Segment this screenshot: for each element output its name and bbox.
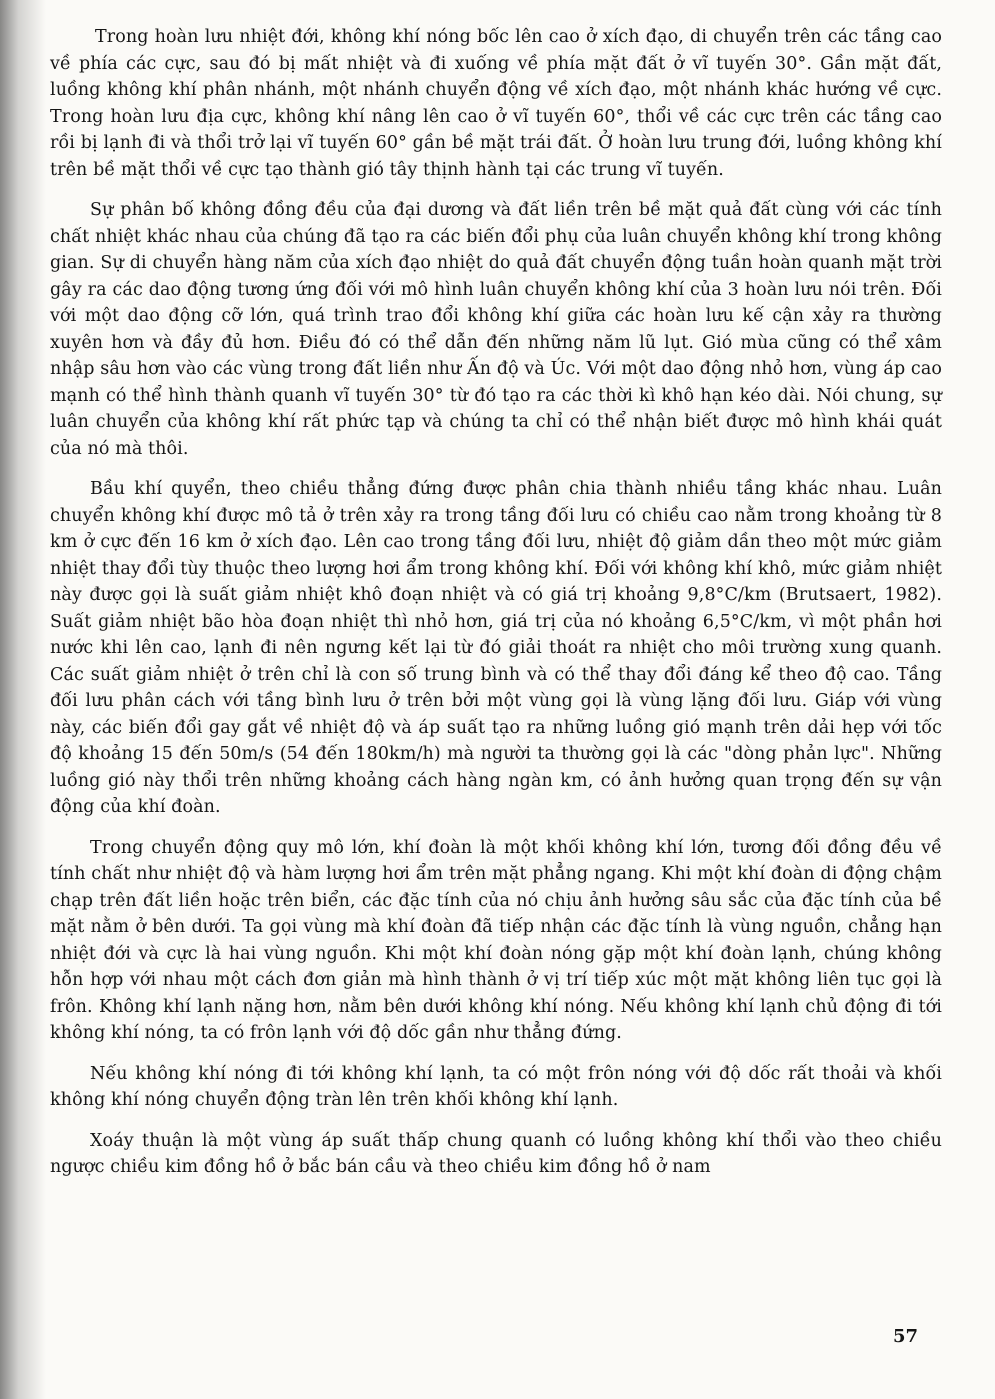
scan-edge-shadow	[0, 0, 46, 1399]
paragraph-warm-front: Nếu không khí nóng đi tới không khí lạnh, ta có một frôn nóng với độ dốc rất thoải và khối không khí nóng chuyển động tràn lên trên khối không khí lạnh.	[50, 1063, 942, 1110]
page-body	[50, 24, 942, 1195]
paragraph-cyclone: Xoáy thuận là một vùng áp suất thấp chung quanh có luồng không khí thổi vào theo chiều ngược chiều kim đồng hồ ở bắc bán cầu và theo chiều kim đồng hồ ở nam	[50, 1130, 942, 1177]
paragraph-tropical-circulation: Trong hoàn lưu nhiệt đới, không khí nóng bốc lên cao ở xích đạo, di chuyển trên các tầng cao về phía các cực, sau đó bị mất nhiệt và đi xuống về phía mặt đất ở vĩ tuyến 30°. Gần mặt đất, luồng không khí phân nhánh, một nhánh chuyển động về xích đạo, một nhánh khác hướng về cực. Trong hoàn lưu địa cực, không khí nâng lên cao ở vĩ tuyến 60°, thổi về các cực trên các tầng cao rồi bị lạnh đi và thổi trở lại vĩ tuyến 60° gần bề mặt trái đất. Ở hoàn lưu trung đới, luồng không khí trên bề mặt thổi về cực tạo thành gió tây thịnh hành tại các trung vĩ tuyến.	[50, 27, 942, 180]
paragraph-air-masses: Trong chuyển động quy mô lớn, khí đoàn là một khối không khí lớn, tương đối đồng đều về tính chất như nhiệt độ và hàm lượng hơi ẩm trên mặt phẳng ngang. Khi một khí đoàn di động chậm chạp trên đất liền hoặc trên biển, các đặc tính của nó chịu ảnh hưởng sâu sắc của đặc tính của bề mặt nằm ở bên dưới. Ta gọi vùng mà khí đoàn đã tiếp nhận các đặc tính là vùng nguồn, chẳng hạn nhiệt đới và cực là hai vùng nguồn. Khi một khí đoàn nóng gặp một khí đoàn lạnh, chúng không hỗn hợp với nhau một cách đơn giản mà hình thành ở vị trí tiếp xúc một mặt không liên tục gọi là frôn. Không khí lạnh nặng hơn, nằm bên dưới không khí nóng. Nếu không khí lạnh chủ động đi tới không khí nóng, ta có frôn lạnh với độ dốc gần như thẳng đứng.	[50, 837, 942, 1043]
paragraph-land-ocean-distribution: Sự phân bố không đồng đều của đại dương và đất liền trên bề mặt quả đất cùng với các tính chất nhiệt khác nhau của chúng đã tạo ra các biến đổi phụ của luân chuyển không khí trong không gian. Sự di chuyển hàng năm của xích đạo nhiệt do quả đất chuyển động tuần hoàn quanh mặt trời gây ra các dao động tương ứng đối với mô hình luân chuyển không khí của 3 hoàn lưu nói trên. Đối với một dao động cỡ lớn, quá trình trao đổi không khí giữa các hoàn lưu kế cận xảy ra thường xuyên hơn và đầy đủ hơn. Điều đó có thể dẫn đến những năm lũ lụt. Gió mùa cũng có thể xâm nhập sâu hơn vào các vùng trong đất liền như Ấn độ và Úc. Với một dao động nhỏ hơn, vùng áp cao mạnh có thể hình thành quanh vĩ tuyến 30° từ đó tạo ra các thời kì khô hạn kéo dài. Nói chung, sự luân chuyển của không khí rất phức tạp và chúng ta chỉ có thể nhận biết được mô hình khái quát của nó mà thôi.	[50, 200, 942, 459]
paragraph-atmosphere-layers: Bầu khí quyển, theo chiều thẳng đứng được phân chia thành nhiều tầng khác nhau. Luân chuyển không khí được mô tả ở trên xảy ra trong tầng đối lưu có chiều cao nằm trong khoảng từ 8 km ở cực đến 16 km ở xích đạo. Lên cao trong tầng đối lưu, nhiệt độ giảm dần theo một mức giảm nhiệt thay đổi tùy thuộc theo lượng hơi ẩm trong không khí. Đối với không khí khô, mức giảm nhiệt này được gọi là suất giảm nhiệt khô đoạn nhiệt và có giá trị khoảng 9,8°C/km (Brutsaert, 1982). Suất giảm nhiệt bão hòa đoạn nhiệt thì nhỏ hơn, giá trị của nó khoảng 6,5°C/km, vì một phần hơi nước khi lên cao, lạnh đi nên ngưng kết lại từ đó giải thoát ra nhiệt cho môi trường xung quanh. Các suất giảm nhiệt ở trên chỉ là con số trung bình và có thể thay đổi đáng kể theo độ cao. Tầng đối lưu phân cách với tầng bình lưu ở trên bởi một vùng gọi là vùng lặng đối lưu. Giáp với vùng này, các biến đổi gay gắt về nhiệt độ và áp suất tạo ra những luồng gió mạnh trên dải hẹp với tốc độ khoảng 15 đến 50m/s (54 đến 180km/h) mà người ta thường gọi là các "dòng phản lực". Những luồng gió này thổi trên những khoảng cách hàng ngàn km, có ảnh hưởng quan trọng đến sự vận động của khí đoàn.	[50, 479, 942, 817]
page-number: 57	[893, 1326, 919, 1347]
